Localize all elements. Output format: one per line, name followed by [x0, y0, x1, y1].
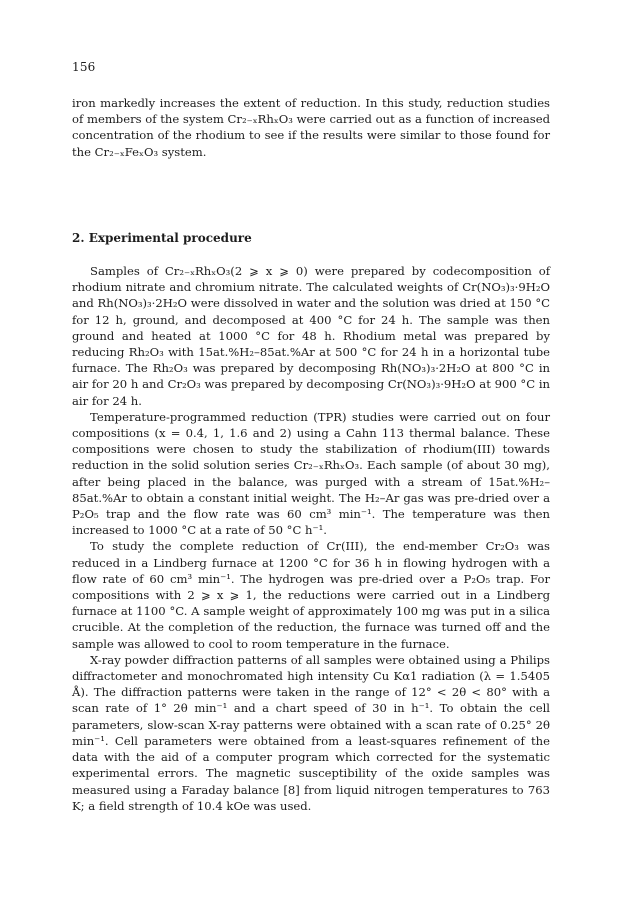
intro-paragraph: iron markedly increases the extent of reduction. In this study, reduction studies of members of the system Cr₂₋ₓRhₓO₃ were carried out as a function of increased concentration of the rhodium to see if the results were similar to those found for the Cr₂₋ₓFeₓO₃ system. [72, 96, 550, 159]
section-heading: 2. Experimental procedure [72, 231, 252, 245]
page-number: 156 [72, 60, 96, 74]
experimental-body [72, 263, 550, 814]
paragraph-xray: X-ray powder diffraction patterns of all samples were obtained using a Philips diffractometer and monochromated high intensity Cu Kα1 radiation (λ = 1.5405 Å). The diffraction patterns were taken in the range of 12° < 2θ < 80° with a scan rate of 1° 2θ min⁻¹ and a chart speed of 30 in h⁻¹. To obtain the cell parameters, slow-scan X-ray patterns were obtained with a scan rate of 0.25° 2θ min⁻¹. Cell parameters were obtained from a least-squares refinement of the data with the aid of a computer program which corrected for the systematic experimental errors. The magnetic susceptibility of the oxide samples was measured using a Faraday balance [8] from liquid nitrogen temperatures to 763 K; a field strength of 10.4 kOe was used. [72, 652, 550, 813]
paragraph-reduction: To study the complete reduction of Cr(III), the end-member Cr₂O₃ was reduced in a Lindberg furnace at 1200 °C for 36 h in flowing hydrogen with a flow rate of 60 cm³ min⁻¹. The hydrogen was pre-dried over a P₂O₅ trap. For compositions with 2 ⩾ x ⩾ 1, the reductions were carried out in a Lindberg furnace at 1100 °C. A sample weight of approximately 100 mg was put in a silica crucible. At the completion of the reduction, the furnace was turned off and the sample was allowed to cool to room temperature in the furnace. [72, 539, 550, 651]
paragraph-preparation: Samples of Cr₂₋ₓRhₓO₃(2 ⩾ x ⩾ 0) were prepared by codecomposition of rhodium nitrate and chromium nitrate. The calculated weights of Cr(NO₃)₃·9H₂O and Rh(NO₃)₃·2H₂O were dissolved in water and the solution was dried at 150 °C for 12 h, ground, and decomposed at 400 °C for 24 h. The sample was then ground and heated at 1000 °C for 48 h. Rhodium metal was prepared by reducing Rh₂O₃ with 15at.%H₂–85at.%Ar at 500 °C for 24 h in a horizontal tube furnace. The Rh₂O₃ was prepared by decomposing Rh(NO₃)₃·2H₂O at 800 °C in air for 20 h and Cr₂O₃ was prepared by decomposing Cr(NO₃)₃·9H₂O at 900 °C in air for 24 h. [72, 264, 550, 408]
intro-paragraph-block [72, 95, 550, 160]
paragraph-tpr: Temperature-programmed reduction (TPR) studies were carried out on four compositions (x = 0.4, 1, 1.6 and 2) using a Cahn 113 thermal balance. These compositions were chosen to study the stabilization of rhodium(III) towards reduction in the solid solution series Cr₂₋ₓRhₓO₃. Each sample (of about 30 mg), after being placed in the balance, was purged with a stream of 15at.%H₂–85at.%Ar to obtain a constant initial weight. The H₂–Ar gas was pre-dried over a P₂O₅ trap and the flow rate was 60 cm³ min⁻¹. The temperature was then increased to 1000 °C at a rate of 50 °C h⁻¹. [72, 409, 550, 538]
